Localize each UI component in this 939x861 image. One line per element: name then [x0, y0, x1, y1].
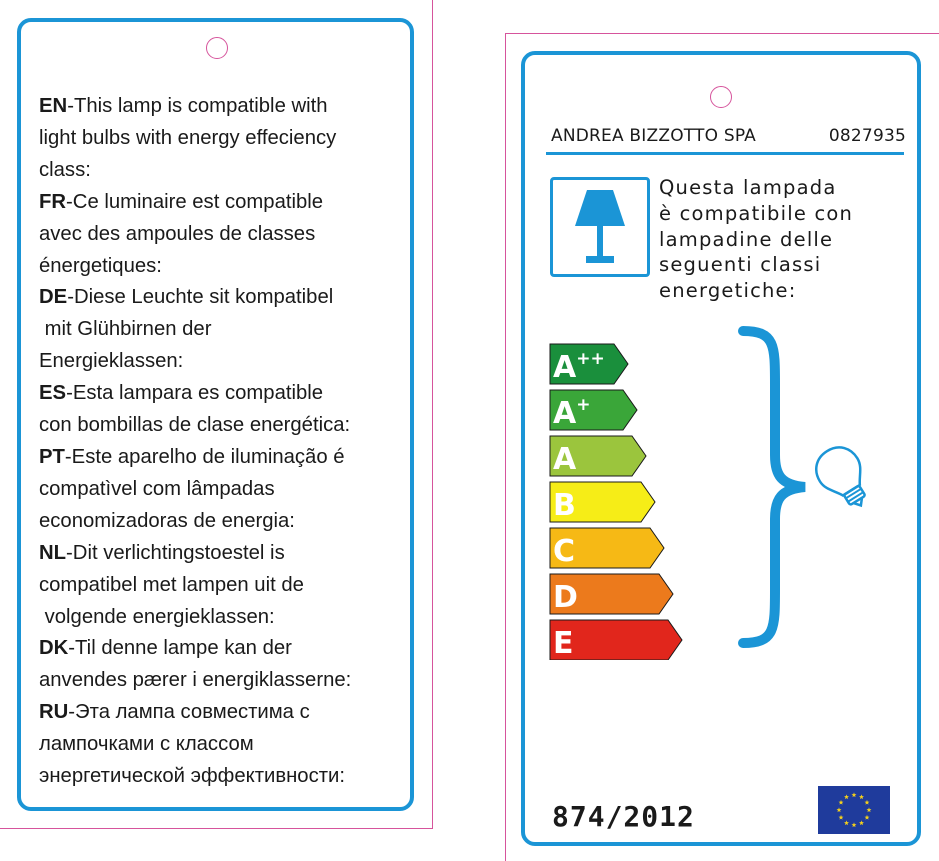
energy-class-letter: B: [553, 488, 576, 523]
lang-line: [39, 697, 407, 729]
lang-code: FR: [39, 190, 67, 213]
lang-text-line: лампочками с классом: [39, 733, 254, 756]
energy-class-letter: A: [553, 442, 577, 477]
company-line: [551, 126, 906, 154]
lang-text-line: -Эта лампа совместима с: [68, 701, 310, 724]
lang-text-line: economizadoras de energia:: [39, 509, 295, 532]
lang-text-line: Energieklassen:: [39, 350, 184, 373]
lang-line: [39, 219, 407, 251]
lang-code: ES: [39, 382, 67, 405]
energy-class-6: [550, 574, 673, 615]
lang-line: [39, 506, 407, 538]
lang-line: [39, 251, 407, 283]
lang-text-line: avec des ampoules de classes: [39, 222, 316, 245]
product-code: 0827935: [828, 126, 906, 146]
lang-line: [39, 729, 407, 761]
lang-text-line: mit Glühbirnen der: [39, 318, 212, 341]
lang-line: [39, 602, 407, 634]
lang-text-line: -Til denne lampe kan der: [68, 637, 292, 660]
lang-text-line: con bombillas de clase energética:: [39, 414, 351, 437]
lang-line: [39, 538, 407, 570]
lang-line: [39, 155, 407, 187]
energy-class-2: [550, 390, 637, 431]
lang-text-line: anvendes pærer i energiklasserne:: [39, 669, 352, 692]
lang-text-line: энергетической эффективности:: [39, 765, 345, 788]
lang-text-line: class:: [39, 158, 91, 181]
lang-line: [39, 123, 407, 155]
energy-class-7: [550, 620, 682, 660]
energy-class-1: [550, 344, 628, 385]
energy-class-letter: E: [553, 626, 574, 660]
energy-class-letter: C: [553, 534, 576, 569]
lang-text-line: énergetiques:: [39, 254, 162, 277]
italian-line: energetiche:: [659, 279, 797, 303]
lang-line: [39, 346, 407, 378]
lang-text-line: -Diese Leuchte sit kompatibel: [67, 286, 334, 309]
energy-class-letter: A++: [553, 349, 605, 385]
energy-class-3: [550, 436, 646, 477]
table-lamp-icon: [550, 177, 650, 277]
lang-code: DE: [39, 286, 68, 309]
right-hang-hole: [710, 86, 732, 108]
italian-line: Questa lampada: [659, 176, 837, 199]
lang-line: [39, 633, 407, 665]
energy-class-letter: A+: [553, 395, 591, 431]
lang-code: EN: [39, 95, 68, 117]
multilingual-compatibility-text: [39, 91, 407, 793]
left-hang-hole: [206, 37, 228, 59]
lang-line: [39, 761, 407, 793]
lang-line: [39, 665, 407, 697]
light-bulb-icon: [815, 440, 875, 525]
italian-line: è compatibile con: [659, 201, 854, 225]
italian-line: seguenti classi: [659, 253, 822, 277]
lang-line: [39, 410, 407, 442]
lang-line: [39, 570, 407, 602]
lang-text-line: -Este aparelho de iluminação é: [64, 445, 345, 468]
lang-code: DK: [39, 637, 69, 660]
lang-line: [39, 91, 407, 123]
lang-line: [39, 314, 407, 346]
lang-text-line: -Ce luminaire est compatible: [66, 190, 324, 213]
lang-line: [39, 187, 407, 219]
curly-brace-icon: [735, 325, 815, 655]
lang-text-line: compatìvel com lâmpadas: [39, 477, 275, 500]
lang-text-line: -Dit verlichtingstoestel is: [66, 541, 285, 564]
energy-class-letter: D: [553, 580, 578, 615]
italian-line: lampadine delle: [659, 227, 834, 251]
lang-text-line: light bulbs with energy effeciency: [39, 126, 337, 149]
company-divider: [546, 152, 904, 155]
lang-line: [39, 282, 407, 314]
energy-class-4: [550, 482, 655, 523]
lang-code: RU: [39, 701, 69, 724]
lang-text-line: -Esta lampara es compatible: [66, 382, 324, 405]
lang-text-line: volgende energieklassen:: [39, 605, 275, 628]
lang-code: NL: [39, 541, 67, 564]
eu-flag-icon: [818, 786, 890, 839]
energy-class-scale: [548, 340, 698, 660]
lang-line: [39, 378, 407, 410]
lang-text-line: -This lamp is compatible with: [67, 95, 328, 117]
lang-text-line: compatibel met lampen uit de: [39, 573, 304, 596]
lang-line: [39, 474, 407, 506]
lang-line: [39, 442, 407, 474]
regulation-number: 874/2012: [552, 800, 695, 833]
italian-compatibility-text: [659, 175, 909, 304]
company-name: ANDREA BIZZOTTO SPA: [551, 126, 757, 146]
energy-class-5: [550, 528, 664, 569]
lang-code: PT: [39, 445, 65, 468]
